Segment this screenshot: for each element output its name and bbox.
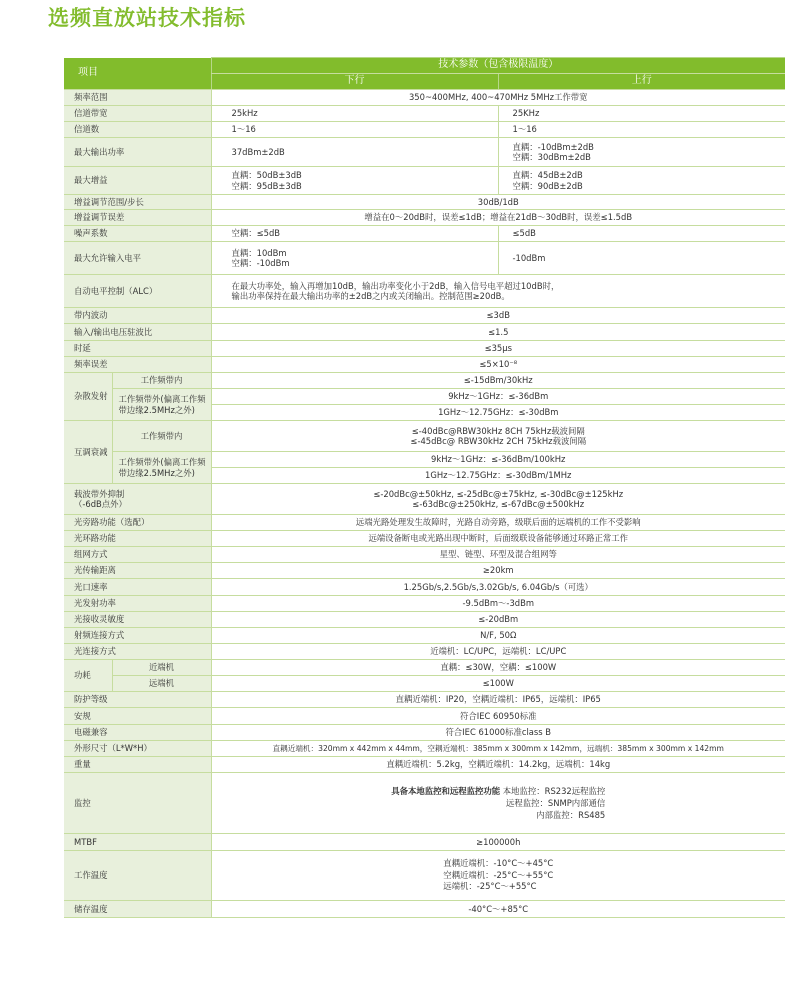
row-label: 频率范围 (64, 90, 211, 106)
row-label: 组网方式 (64, 547, 211, 563)
spec-table (64, 57, 785, 918)
table-row (64, 167, 785, 195)
row-value: ≥100000h (211, 834, 785, 851)
table-row (64, 851, 785, 901)
table-row (64, 644, 785, 660)
row-value: 远端设备断电或光路出现中断时，后面级联设备能够通过环路正常工作 (211, 531, 785, 547)
header-up: 上行 (498, 74, 785, 90)
table-row (64, 708, 785, 725)
row-value: 直耦近端机：5.2kg，空耦近端机：14.2kg，远端机：14kg (211, 757, 785, 773)
sub-label: 工作频带内 (112, 421, 211, 452)
value-line: ≤-63dBc@±250kHz, ≤-67dBc@±500kHz (412, 499, 585, 509)
table-row (64, 579, 785, 596)
table-row (64, 389, 785, 405)
row-value (211, 851, 785, 901)
row-value: ≤5×10⁻⁸ (211, 357, 785, 373)
row-label: 外形尺寸（L*W*H） (64, 741, 211, 757)
table-row (64, 596, 785, 612)
row-label: 光旁路功能（选配） (64, 515, 211, 531)
table-row (64, 122, 785, 138)
row-value: 30dB/1dB (211, 195, 785, 210)
value-line: 直耦：50dB±3dB (231, 170, 302, 180)
row-value: 近端机：LC/UPC，远端机：LC/UPC (211, 644, 785, 660)
label-line: （-6dB点外） (74, 499, 127, 509)
value-line: 内部监控：RS485 (536, 810, 606, 821)
row-label: 光口速率 (64, 579, 211, 596)
row-label: 互调衰减 (64, 421, 112, 484)
row-label: 信道数 (64, 122, 211, 138)
row-value: ≤35μs (211, 341, 785, 357)
page-title: 选频直放站技术指标 (48, 6, 246, 30)
value-line: 直耦：-10dBm±2dB (512, 141, 594, 152)
sub-label: 工作频带内 (112, 373, 211, 389)
row-label: 噪声系数 (64, 226, 211, 242)
row-value: 直耦近端机：IP20，空耦近端机：IP65，远端机：IP65 (211, 692, 785, 708)
table-row (64, 757, 785, 773)
table-row (64, 901, 785, 918)
row-value: 9kHz～1GHz：≤-36dBm/100kHz (211, 452, 785, 468)
sub-label: 工作频带外(偏离工作频带边缘2.5MHz之外) (112, 452, 211, 484)
row-value: ≤3dB (211, 308, 785, 324)
row-label: 最大增益 (64, 167, 211, 195)
row-label (64, 484, 211, 515)
value-line: 直耦：45dB±2dB (512, 170, 583, 180)
value-line: ≤-45dBc@ RBW30kHz 2CH 75kHz载波间隔 (410, 436, 587, 446)
table-row (64, 308, 785, 324)
row-label: 最大输出功率 (64, 138, 211, 167)
table-row (64, 773, 785, 834)
value-line: 远程监控：SNMP内部通信 (506, 797, 606, 808)
table-row (64, 357, 785, 373)
table-row (64, 676, 785, 692)
monitor-block (391, 785, 605, 822)
row-value (211, 275, 785, 308)
row-label: 杂散发射 (64, 373, 112, 421)
row-label: MTBF (64, 834, 211, 851)
table-row (64, 106, 785, 122)
table-row (64, 195, 785, 210)
row-value-down (211, 242, 498, 275)
row-value: 350~400MHz, 400~470MHz 5MHz工作带宽 (211, 90, 785, 106)
row-label: 光传输距离 (64, 563, 211, 579)
row-value-up: -10dBm (498, 242, 785, 275)
row-value: -40°C～+85°C (211, 901, 785, 918)
row-label: 增益调节误差 (64, 210, 211, 226)
row-value: 符合IEC 61000标准class B (211, 725, 785, 741)
row-label: 最大允许输入电平 (64, 242, 211, 275)
table-row (64, 226, 785, 242)
row-label: 电磁兼容 (64, 725, 211, 741)
row-value-up: 1～16 (498, 122, 785, 138)
value-line: 输出功率保持在最大输出功率的±2dB之内或关闭输出。控制范围≥20dB。 (231, 291, 510, 301)
row-label: 信道带宽 (64, 106, 211, 122)
table-row (64, 628, 785, 644)
row-value: 直耦近端机：320mm x 442mm x 44mm，空耦近端机：385mm x 300mm x 142mm，远端机：385mm x 300mm x 142mm (211, 741, 785, 757)
row-label: 重量 (64, 757, 211, 773)
value-line: 空耦：95dB±3dB (231, 180, 302, 191)
row-value (211, 773, 785, 834)
sub-label: 远端机 (112, 676, 211, 692)
row-value: 1.25Gb/s,2.5Gb/s,3.02Gb/s, 6.04Gb/s（可选） (211, 579, 785, 596)
value-line: 空耦：90dB±2dB (512, 180, 583, 191)
monitor-bold: 具备本地监控和远程监控功能 (391, 785, 501, 796)
row-value (211, 484, 785, 515)
row-value-down: 25kHz (211, 106, 498, 122)
row-value: 1GHz～12.75GHz：≤-30dBm (211, 405, 785, 421)
row-value-up (498, 167, 785, 195)
value-line: 空耦近端机：-25°C～+55°C (443, 869, 554, 880)
row-label: 射频连接方式 (64, 628, 211, 644)
table-row (64, 531, 785, 547)
value-line: 空耦：30dBm±2dB (512, 152, 591, 162)
row-value: N/F, 50Ω (211, 628, 785, 644)
table-row (64, 563, 785, 579)
table-row (64, 324, 785, 341)
header-down: 下行 (211, 74, 498, 90)
table-row (64, 210, 785, 226)
table-row (64, 421, 785, 452)
table-row (64, 90, 785, 106)
row-value-up (498, 138, 785, 167)
value-line: 在最大功率处，输入再增加10dB，输出功率变化小于2dB，输入信号电平超过10dB时， (231, 280, 560, 291)
value-line: ≤-40dBc@RBW30kHz 8CH 75kHz载波间隔 (411, 425, 585, 436)
value-line: ≤-20dBc@±50kHz, ≤-25dBc@±75kHz, ≤-30dBc@±125kHz (373, 488, 624, 499)
row-label: 自动电平控制（ALC） (64, 275, 211, 308)
temp-block (443, 858, 553, 893)
table-row (64, 452, 785, 468)
sub-label: 近端机 (112, 660, 211, 676)
value-line: 直耦：10dBm (231, 247, 287, 258)
row-label: 光环路功能 (64, 531, 211, 547)
row-value: 增益在0～20dB时，误差≤1dB；增益在21dB～30dB时，误差≤1.5dB (211, 210, 785, 226)
row-label: 输入/输出电压驻波比 (64, 324, 211, 341)
row-label: 频率误差 (64, 357, 211, 373)
row-value-up: ≤5dB (498, 226, 785, 242)
table-row (64, 725, 785, 741)
row-value: 远端光路处理发生故障时，光路自动旁路，级联后面的远端机的工作不受影响 (211, 515, 785, 531)
row-value: 星型、链型、环型及混合组网等 (211, 547, 785, 563)
row-value: ≤-15dBm/30kHz (211, 373, 785, 389)
value-line: 本地监控：RS232远程监控 (502, 785, 606, 796)
table-row (64, 612, 785, 628)
table-row (64, 341, 785, 357)
table-row (64, 275, 785, 308)
table-row (64, 834, 785, 851)
row-value: -9.5dBm～-3dBm (211, 596, 785, 612)
row-value-down (211, 167, 498, 195)
label-line: 载波带外抑制 (74, 488, 125, 499)
table-row (64, 547, 785, 563)
row-value: 直耦：≤30W，空耦：≤100W (211, 660, 785, 676)
row-value (211, 421, 785, 452)
row-value: ≤100W (211, 676, 785, 692)
row-value: 9kHz～1GHz：≤-36dBm (211, 389, 785, 405)
row-label: 时延 (64, 341, 211, 357)
row-label: 功耗 (64, 660, 112, 692)
header-item: 项目 (64, 58, 211, 90)
row-label: 光接收灵敏度 (64, 612, 211, 628)
row-label: 增益调节范围/步长 (64, 195, 211, 210)
row-label: 光连接方式 (64, 644, 211, 660)
value-line: 远端机：-25°C～+55°C (443, 881, 537, 892)
row-value-down: 1～16 (211, 122, 498, 138)
row-label: 监控 (64, 773, 211, 834)
row-label: 储存温度 (64, 901, 211, 918)
table-row (64, 242, 785, 275)
table-row (64, 373, 785, 389)
header-params: 技术参数（包含极限温度） (211, 58, 785, 74)
row-value: ≤-20dBm (211, 612, 785, 628)
table-row (64, 515, 785, 531)
row-value: ≤1.5 (211, 324, 785, 341)
row-label: 防护等级 (64, 692, 211, 708)
table-row (64, 484, 785, 515)
row-label: 工作温度 (64, 851, 211, 901)
value-line: 直耦近端机：-10°C～+45°C (443, 857, 554, 868)
row-label: 带内波动 (64, 308, 211, 324)
row-value: ≥20km (211, 563, 785, 579)
value-line: 空耦：-10dBm (231, 258, 290, 268)
row-value: 符合IEC 60950标准 (211, 708, 785, 725)
row-label: 光发射功率 (64, 596, 211, 612)
header-row (64, 58, 785, 74)
table-row (64, 692, 785, 708)
table-row (64, 741, 785, 757)
row-value-up: 25KHz (498, 106, 785, 122)
sub-label: 工作频带外(偏离工作频带边缘2.5MHz之外) (112, 389, 211, 421)
row-value-down: 空耦：≤5dB (211, 226, 498, 242)
row-label: 安规 (64, 708, 211, 725)
row-value: 1GHz～12.75GHz：≤-30dBm/1MHz (211, 468, 785, 484)
row-value-down: 37dBm±2dB (211, 138, 498, 167)
table-row (64, 138, 785, 167)
table-row (64, 660, 785, 676)
